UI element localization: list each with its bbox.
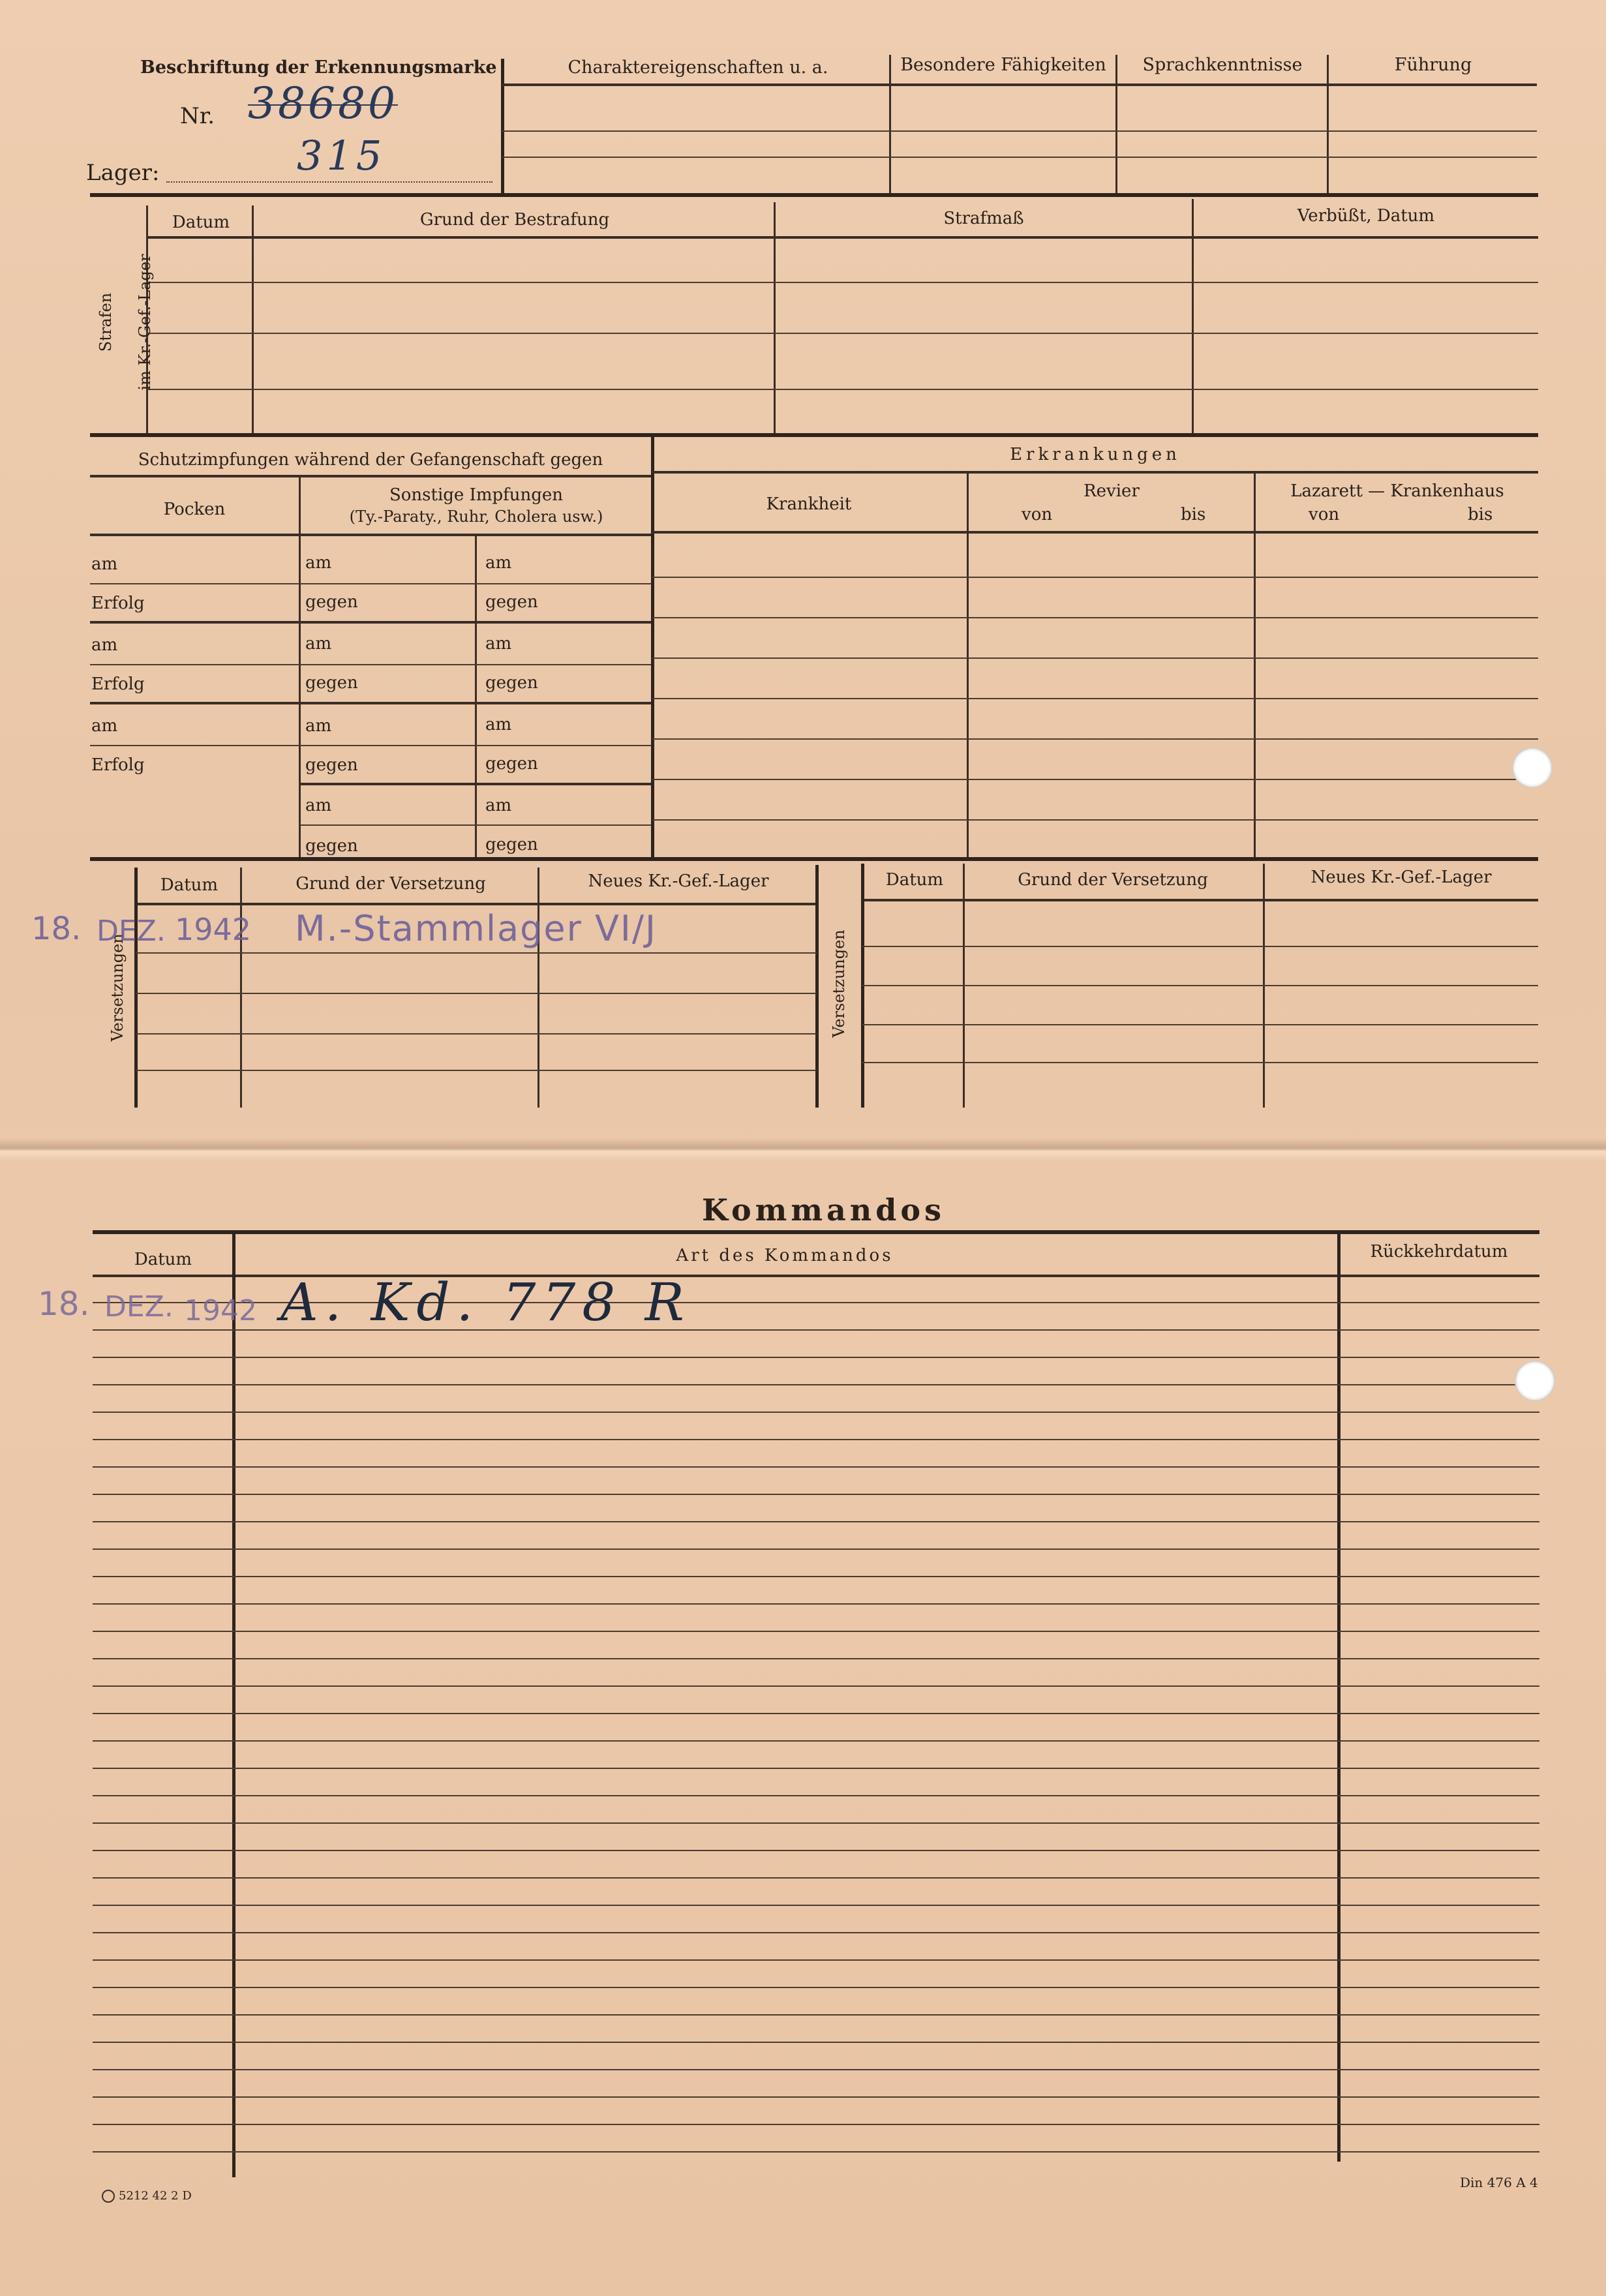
strafen-row-1 xyxy=(146,282,1538,283)
impf-row-2 xyxy=(90,621,651,624)
impf-am-4b: am xyxy=(305,796,332,815)
impf-gegen-4b: gegen xyxy=(305,836,358,856)
strafen-vline-2 xyxy=(774,202,776,437)
section-rule-2 xyxy=(90,433,1538,437)
vers-left-vline-3 xyxy=(815,865,819,1108)
col-charakter: Charaktereigenschaften u. a. xyxy=(568,57,828,78)
erkr-vline-1 xyxy=(967,472,969,860)
vers-right-row-3 xyxy=(862,1024,1538,1025)
kommandos-vline-2 xyxy=(1337,1233,1341,2162)
vers-left-col-grund: Grund der Versetzung xyxy=(295,874,486,894)
erkr-laz-bis: bis xyxy=(1468,505,1493,524)
erkr-header-rule xyxy=(652,531,1538,534)
kommandos-stamp-day: 18. xyxy=(38,1285,90,1323)
impf-gegen-4c: gegen xyxy=(485,835,538,854)
footer-right-code: Din 476 A 4 xyxy=(1460,2175,1538,2190)
impf-row-4 xyxy=(90,702,651,704)
kommandos-row-line xyxy=(93,1603,1539,1605)
kommandos-row-line xyxy=(93,2069,1539,2070)
vers-left-row-1 xyxy=(136,952,817,954)
kommandos-row-line xyxy=(93,2042,1539,2043)
strafen-header-rule xyxy=(146,236,1538,239)
kommandos-row-line xyxy=(93,2151,1539,2152)
impfungen-col-sonstige-1: Sonstige Impfungen xyxy=(389,485,564,505)
impfungen-title: Schutzimpfungen während der Gefangenschaft gegen xyxy=(138,450,603,470)
impf-am-2c: am xyxy=(485,634,512,654)
impf-am-3c: am xyxy=(485,715,512,734)
kommandos-row-line xyxy=(93,1795,1539,1796)
impf-am-2b: am xyxy=(305,634,332,654)
vers-left-col-datum: Datum xyxy=(160,875,219,895)
erkennungsmarke-label: Beschriftung der Erkennungsmarke xyxy=(140,57,497,78)
kommandos-row-line xyxy=(93,1685,1539,1687)
kommandos-row-line xyxy=(93,1658,1539,1659)
vers-right-col-lager: Neues Kr.-Gef.-Lager xyxy=(1311,868,1492,887)
vers-left-side-label: Versetzungen xyxy=(108,933,127,1042)
kommandos-row-line xyxy=(93,1740,1539,1742)
kommandos-row-line xyxy=(93,1357,1539,1358)
vers-stamp-day: 18. xyxy=(31,911,82,947)
kommandos-entry-art: A. Kd. 778 R xyxy=(280,1272,691,1333)
impf-gegen-3b: gegen xyxy=(305,755,358,775)
nr-label: Nr. xyxy=(180,103,215,129)
col-faehigkeiten: Besondere Fähigkeiten xyxy=(900,55,1106,75)
copyright-icon xyxy=(102,2190,115,2203)
kommandos-row-line xyxy=(93,1932,1539,1933)
kommandos-row-line xyxy=(93,1631,1539,1632)
kommandos-col-art: Art des Kommandos xyxy=(676,1246,894,1265)
impf-row-3 xyxy=(90,664,651,665)
vers-left-row-4 xyxy=(136,1070,817,1071)
impf-erfolg-2: Erfolg xyxy=(91,674,145,694)
kommandos-row-line xyxy=(93,1850,1539,1851)
section-rule-3 xyxy=(90,857,1538,861)
kommandos-row-line xyxy=(93,1987,1539,1988)
erkr-row-3 xyxy=(652,657,1538,659)
erkrankungen-title: Erkrankungen xyxy=(1010,445,1181,464)
erkr-col-krankheit: Krankheit xyxy=(766,494,852,514)
header-divider xyxy=(501,59,504,196)
impf-am-3: am xyxy=(91,716,118,736)
vers-right-col-grund: Grund der Versetzung xyxy=(1018,870,1208,890)
impf-row-1 xyxy=(90,583,651,584)
impf-gegen-2b: gegen xyxy=(305,673,358,693)
erkr-row-7 xyxy=(652,819,1538,821)
erkr-row-6 xyxy=(652,779,1538,780)
kommandos-title: Kommandos xyxy=(702,1192,945,1228)
col-sprachkenntnisse: Sprachkenntnisse xyxy=(1142,55,1303,75)
header-row-2 xyxy=(502,157,1537,158)
strafen-vline-3 xyxy=(1192,199,1194,437)
strafen-row-2 xyxy=(146,333,1538,334)
vers-right-row-4 xyxy=(862,1062,1538,1063)
kommandos-row-line xyxy=(93,1412,1539,1413)
kommandos-vline-1 xyxy=(232,1233,235,2177)
lager-value: 315 xyxy=(297,132,386,179)
vers-left-vline-0 xyxy=(134,868,138,1108)
kommandos-col-datum: Datum xyxy=(134,1250,192,1269)
vers-right-col-datum: Datum xyxy=(885,870,944,890)
impfungen-col-sonstige-2: (Ty.-Paraty., Ruhr, Cholera usw.) xyxy=(349,507,603,526)
strafen-row-3 xyxy=(146,389,1538,390)
section-rule-1 xyxy=(90,193,1538,197)
impf-erfolg-1: Erfolg xyxy=(91,594,145,613)
kommandos-stamp-year: 1942 xyxy=(184,1294,257,1327)
kommandos-row-line xyxy=(93,1384,1539,1385)
erkr-revier-von: von xyxy=(1022,505,1053,524)
kommandos-row-line xyxy=(93,2096,1539,2098)
strafen-col-strafmass: Strafmaß xyxy=(943,209,1024,228)
impf-vline-pocken xyxy=(299,475,301,860)
strafen-col-verbuesst: Verbüßt, Datum xyxy=(1297,206,1435,226)
impf-gegen-1b: gegen xyxy=(305,592,358,612)
impf-am-3b: am xyxy=(305,716,332,736)
kommandos-row-line xyxy=(93,1576,1539,1577)
kommandos-row-line xyxy=(93,1877,1539,1879)
impf-am-1c: am xyxy=(485,553,512,573)
kommandos-row-line xyxy=(93,1905,1539,1906)
footer-left-code xyxy=(102,2189,192,2203)
strafen-vline-1 xyxy=(252,205,254,437)
kommandos-row-line xyxy=(93,1494,1539,1495)
vers-left-vline-1 xyxy=(240,868,242,1108)
vers-right-side-label: Versetzungen xyxy=(830,929,848,1038)
lager-dotted-line xyxy=(166,181,492,183)
vers-stamp-month: DEZ. xyxy=(97,914,166,948)
vers-left-header-rule xyxy=(136,903,818,905)
punch-hole-bottom xyxy=(1515,1361,1555,1401)
vers-left-vline-2 xyxy=(538,868,539,1108)
impfungen-header-rule xyxy=(90,534,651,536)
footer-left-code-text: 5212 42 2 D xyxy=(119,2189,192,2203)
strafen-side-label-2: im Kr.-Gef.-Lager xyxy=(136,254,154,391)
erkr-row-1 xyxy=(652,577,1538,578)
lager-label: Lager: xyxy=(86,160,160,186)
kommandos-row-line xyxy=(93,2014,1539,2016)
erkr-row-5 xyxy=(652,738,1538,740)
erkr-col-revier: Revier xyxy=(1083,481,1140,501)
vline-h1 xyxy=(889,55,891,194)
vers-stamp-year: 1942 xyxy=(175,912,252,947)
kommandos-row-line xyxy=(93,2124,1539,2125)
erkr-laz-von: von xyxy=(1309,505,1340,524)
vline-h3 xyxy=(1327,55,1329,194)
erkr-revier-bis: bis xyxy=(1181,505,1206,524)
kommandos-row-line xyxy=(93,1466,1539,1468)
erkrankungen-title-rule xyxy=(652,471,1538,474)
kommandos-row-line xyxy=(93,1768,1539,1769)
erkr-vline-2 xyxy=(1254,472,1256,860)
erkr-col-lazarett: Lazarett — Krankenhaus xyxy=(1290,481,1504,501)
impfungen-col-pocken: Pocken xyxy=(163,500,226,519)
kommandos-col-rueckkehr: Rückkehrdatum xyxy=(1370,1242,1508,1261)
strafen-side-label-1: Strafen xyxy=(97,292,115,352)
impf-am-1: am xyxy=(91,554,118,574)
impf-am-4c: am xyxy=(485,796,512,815)
impf-erfolg-3: Erfolg xyxy=(91,755,145,775)
impf-am-2: am xyxy=(91,635,118,655)
vers-right-row-1 xyxy=(862,946,1538,947)
impf-gegen-1c: gegen xyxy=(485,592,538,612)
vers-stamp-lager: M.-Stammlager VI/J xyxy=(295,908,657,949)
kommandos-row-line xyxy=(93,1959,1539,1961)
kommandos-row-line xyxy=(93,1713,1539,1714)
col-fuehrung: Führung xyxy=(1394,55,1472,75)
strafen-col-grund: Grund der Bestrafung xyxy=(419,210,610,230)
impf-am-1b: am xyxy=(305,553,332,573)
erkr-row-2 xyxy=(652,617,1538,618)
kommandos-row-line xyxy=(93,1548,1539,1550)
kommandos-row-line xyxy=(93,1439,1539,1440)
erkr-row-4 xyxy=(652,698,1538,699)
impf-row-5 xyxy=(90,745,651,746)
vers-right-row-2 xyxy=(862,985,1538,986)
header-row-1 xyxy=(502,130,1537,132)
impf-row-6 xyxy=(300,783,651,785)
paper-fold xyxy=(0,1138,1606,1160)
kommandos-top-rule xyxy=(93,1230,1539,1234)
impf-row-7 xyxy=(300,824,651,826)
kommandos-stamp-month: DEZ. xyxy=(104,1290,174,1323)
vline-h2 xyxy=(1115,55,1117,194)
kommandos-row-line xyxy=(93,1521,1539,1522)
strafen-col-datum: Datum xyxy=(172,213,230,232)
impf-gegen-2c: gegen xyxy=(485,673,538,693)
vers-left-row-3 xyxy=(136,1033,817,1035)
nr-value: 38680 xyxy=(248,78,398,128)
vers-left-row-2 xyxy=(136,993,817,994)
punch-hole-top xyxy=(1512,748,1553,788)
header-top-rule xyxy=(502,83,1537,86)
impfungen-title-rule xyxy=(90,475,651,477)
vers-left-col-lager: Neues Kr.-Gef.-Lager xyxy=(588,871,769,891)
impf-gegen-3c: gegen xyxy=(485,754,538,774)
kommandos-row-line xyxy=(93,1822,1539,1824)
